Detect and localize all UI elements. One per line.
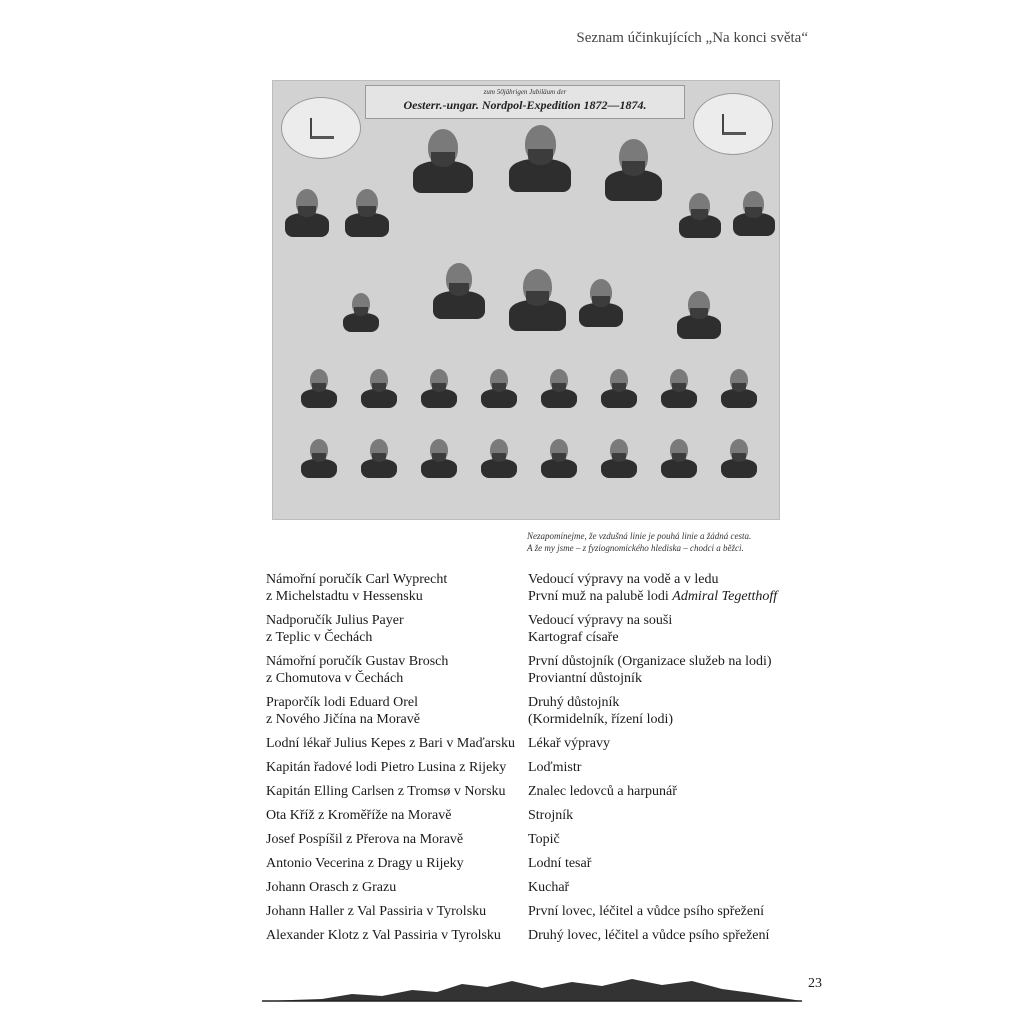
crew-role — [528, 903, 806, 920]
crew-row — [266, 807, 806, 824]
crew-role-text: Druhý důstojník — [528, 695, 620, 710]
crew-role — [528, 735, 806, 752]
crew-role-text: Druhý lovec, léčitel a vůdce psího spřežení — [528, 928, 770, 943]
crew-role — [528, 855, 806, 872]
crew-name — [266, 653, 528, 687]
crew-role-line — [528, 571, 806, 588]
crew-name-line: Johann Orasch z Grazu — [266, 880, 397, 895]
crew-role-text: (Kormidelník, řízení lodi) — [528, 712, 674, 727]
photo-banner — [365, 85, 685, 119]
crew-name-line: z Nového Jičína na Moravě — [266, 712, 420, 727]
crew-name-line: Nadporučík Julius Payer — [266, 613, 404, 628]
crew-role — [528, 571, 806, 605]
ship-vignette-right — [693, 93, 773, 155]
banner-line-2: Oesterr.-ungar. Nordpol-Expedition 1872—1874. — [403, 98, 647, 112]
crew-role-line — [528, 855, 806, 872]
crew-role-line — [528, 807, 806, 824]
crew-name-line: Ota Kříž z Kroměříže na Moravě — [266, 808, 452, 823]
crew-role — [528, 759, 806, 776]
running-title: Seznam účinkujících „Na konci světa“ — [576, 30, 808, 46]
crew-role-line — [528, 927, 806, 944]
page-number: 23 — [808, 976, 822, 991]
crew-name-line: Kapitán řadové lodi Pietro Lusina z Rijeky — [266, 760, 507, 775]
crew-role-text: Znalec ledovců a harpunář — [528, 784, 677, 799]
crew-role-line — [528, 653, 806, 670]
crew-row — [266, 783, 806, 800]
crew-name — [266, 735, 528, 752]
crew-name-line: z Teplic v Čechách — [266, 630, 373, 645]
crew-name-line: Josef Pospíšil z Přerova na Moravě — [266, 832, 464, 847]
crew-role-line — [528, 629, 806, 646]
crew-name-line: Kapitán Elling Carlsen z Tromsø v Norsku — [266, 784, 506, 799]
crew-row — [266, 653, 806, 687]
crew-row — [266, 612, 806, 646]
crew-role-text: Vedoucí výpravy na vodě a v ledu — [528, 572, 719, 587]
banner-line-1: zum 50jährigen Jubiläum der — [483, 88, 567, 96]
crew-name — [266, 612, 528, 646]
crew-role — [528, 807, 806, 824]
crew-role-text: První muž na palubě lodi — [528, 589, 673, 604]
crew-role-text: První důstojník (Organizace služeb na lodi) — [528, 654, 772, 669]
crew-name-line: Námořní poručík Gustav Brosch — [266, 654, 449, 669]
crew-role-text: Kuchař — [528, 880, 570, 895]
crew-role-text: Proviantní důstojník — [528, 671, 642, 686]
crew-role — [528, 927, 806, 944]
crew-name — [266, 694, 528, 728]
crew-row — [266, 879, 806, 896]
crew-name — [266, 927, 528, 944]
crew-row — [266, 831, 806, 848]
crew-name — [266, 759, 528, 776]
crew-role — [528, 653, 806, 687]
crew-roles-list — [266, 571, 806, 951]
crew-role-line — [528, 711, 806, 728]
crew-name-line: Námořní poručík Carl Wyprecht — [266, 572, 448, 587]
crew-role — [528, 783, 806, 800]
crew-role-line — [528, 903, 806, 920]
caption-line-1: Nezapomínejme, že vzdušná linie je pouhá linie a žádná cesta. — [527, 531, 752, 541]
crew-role-line — [528, 612, 806, 629]
crew-role-text: Lodní tesař — [528, 856, 592, 871]
crew-name-line: z Michelstadtu v Hessensku — [266, 589, 423, 604]
crew-name — [266, 571, 528, 605]
crew-name — [266, 855, 528, 872]
crew-name-line: z Chomutova v Čechách — [266, 671, 404, 686]
crew-role — [528, 879, 806, 896]
crew-row — [266, 903, 806, 920]
crew-role-text: Kartograf císaře — [528, 630, 619, 645]
crew-role-line — [528, 670, 806, 687]
crew-role-text: Lékař výpravy — [528, 736, 611, 751]
crew-name — [266, 807, 528, 824]
caption-line-2: A že my jsme – z fyziognomického hlediska – chodci a běžci. — [527, 543, 744, 553]
crew-name-line: Antonio Vecerina z Dragy u Rijeky — [266, 856, 464, 871]
crew-role-text: Vedoucí výpravy na souši — [528, 613, 673, 628]
crew-role — [528, 694, 806, 728]
crew-role-text: Loďmistr — [528, 760, 582, 775]
crew-row — [266, 855, 806, 872]
ship-name: Admiral Tegetthoff — [672, 589, 778, 604]
crew-name — [266, 903, 528, 920]
crew-role-text: Strojník — [528, 808, 574, 823]
crew-role — [528, 612, 806, 646]
crew-name-line: Lodní lékař Julius Kepes z Bari v Maďarsku — [266, 736, 515, 751]
crew-role — [528, 831, 806, 848]
crew-row — [266, 927, 806, 944]
expedition-group-photo — [272, 80, 780, 520]
crew-name — [266, 879, 528, 896]
crew-role-line — [528, 735, 806, 752]
crew-name — [266, 783, 528, 800]
crew-name-line: Alexander Klotz z Val Passiria v Tyrolsku — [266, 928, 501, 943]
crew-row — [266, 694, 806, 728]
mountain-range-ornament — [262, 972, 802, 1004]
crew-role-line — [528, 879, 806, 896]
crew-role-line — [528, 588, 806, 605]
crew-row — [266, 759, 806, 776]
crew-name-line: Johann Haller z Val Passiria v Tyrolsku — [266, 904, 487, 919]
crew-name-line: Praporčík lodi Eduard Orel — [266, 695, 419, 710]
crew-role-line — [528, 759, 806, 776]
crew-row — [266, 735, 806, 752]
crew-role-line — [528, 783, 806, 800]
crew-name — [266, 831, 528, 848]
photo-caption — [527, 530, 751, 554]
crew-role-line — [528, 831, 806, 848]
crew-role-text: První lovec, léčitel a vůdce psího spřežení — [528, 904, 764, 919]
ship-vignette-left — [281, 97, 361, 159]
crew-role-line — [528, 694, 806, 711]
crew-row — [266, 571, 806, 605]
crew-role-text: Topič — [528, 832, 560, 847]
